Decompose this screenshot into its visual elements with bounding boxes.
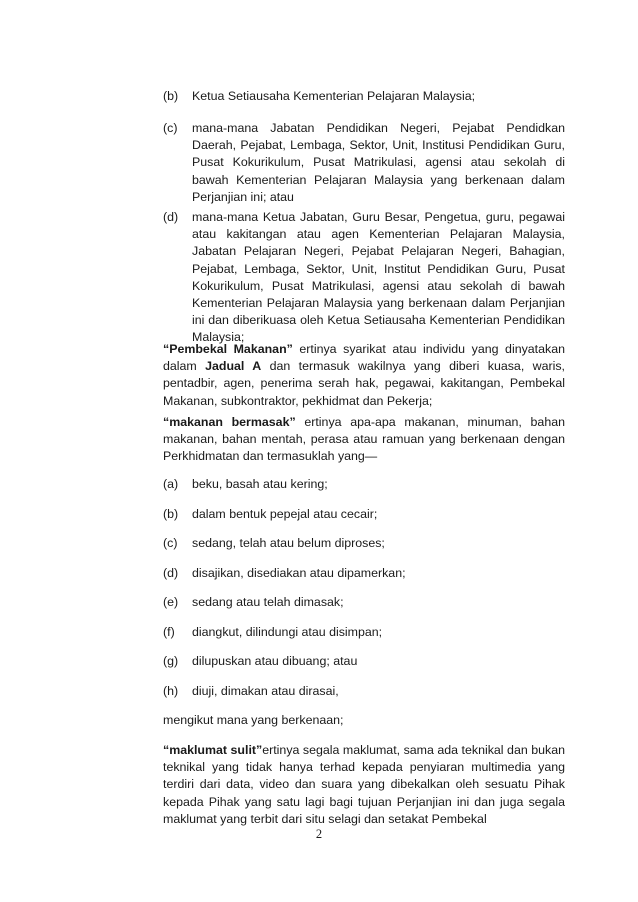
definition-text: ertinya apa-apa makanan, minuman, bahan makanan, bahan mentah, perasa atau ramuan yang berkenaan dengan Perkhidmatan dan termasuklah yang— xyxy=(163,415,565,464)
definition-maklumat-sulit xyxy=(163,742,565,828)
closing-line: mengikut mana yang berkenaan; xyxy=(163,713,344,727)
defined-term: “maklumat sulit” xyxy=(163,743,263,757)
list-item xyxy=(163,88,565,105)
item-label: (c) xyxy=(163,536,178,550)
item-text: Ketua Setiausaha Kementerian Pelajaran Malaysia; xyxy=(192,89,476,103)
list-item xyxy=(163,624,565,641)
definition-pembekal-makanan xyxy=(163,341,565,410)
list-item xyxy=(163,653,565,670)
item-text: mana-mana Ketua Jabatan, Guru Besar, Pengetua, guru, pegawai atau kakitangan atau agen Kementerian Pelajaran Malaysia, Jabatan Pelajaran Negeri, Pejabat Pelajaran Negeri, Bahagian, Pejabat, Lembaga, Sektor, Unit, Institut Pendidikan Guru, Pusat Kokurikulum, Pusat Matrikulasi, agensi atau sekolah di bawah Kementerian Pelajaran Malaysia yang berkenaan dalam Perjanjian ini dan diberikuasa oleh Ketua Setiausaha Kementerian Pendidikan Malaysia; xyxy=(192,210,565,345)
item-text: sedang, telah atau belum diproses; xyxy=(192,536,385,550)
definition-text: dan termasuk wakilnya yang diberi kuasa, waris, pentadbir, agen, penerima serah hak, pegawai, kakitangan, Pembekal Makanan, subkontraktor, pekhidmat dan Pekerja; xyxy=(163,359,565,408)
item-label: (d) xyxy=(163,210,179,224)
list-item xyxy=(163,594,565,611)
defined-term: “makanan bermasak” xyxy=(163,415,296,429)
defined-term: “Pembekal Makanan” xyxy=(163,342,293,356)
item-text: beku, basah atau kering; xyxy=(192,477,328,491)
item-label: (b) xyxy=(163,507,179,521)
item-label: (b) xyxy=(163,89,179,103)
item-label: (e) xyxy=(163,595,179,609)
item-label: (h) xyxy=(163,684,179,698)
definition-text: ertinya syarikat atau individu yang dinyatakan dalam xyxy=(163,342,565,374)
list-item xyxy=(163,683,565,700)
list-item xyxy=(163,476,565,493)
item-text: mana-mana Jabatan Pendidikan Negeri, Pejabat Pendidkan Daerah, Pejabat, Lembaga, Sektor, Unit, Institusi Pendidikan Guru, Pusat Kokurikulum, Pusat Matrikulasi, agensi atau sekolah di bawah Kementerian Pelajaran Malaysia yang berkenaan dalam Perjanjian ini; atau xyxy=(192,121,565,204)
item-text: dilupuskan atau dibuang; atau xyxy=(192,654,358,668)
list-item xyxy=(163,535,565,552)
list-item xyxy=(163,565,565,582)
list-item xyxy=(163,209,565,347)
definition-text: ertinya segala maklumat, sama ada teknikal dan bukan teknikal yang tidak hanya terhad kepada penyiaran multimedia yang terdiri dari data, video dan suara yang dibekalkan oleh sesuatu Pihak kepada Pihak yang satu lagi bagi tujuan Perjanjian ini dan juga segala maklumat yang terbit dari situ selagi dan setakat Pembekal xyxy=(163,743,565,826)
item-label: (c) xyxy=(163,121,178,135)
item-text: diangkut, dilindungi atau disimpan; xyxy=(192,625,383,639)
item-text: disajikan, disediakan atau dipamerkan; xyxy=(192,566,406,580)
definition-makanan-bermasak xyxy=(163,414,565,466)
item-text: diuji, dimakan atau dirasai, xyxy=(192,684,339,698)
item-text: sedang atau telah dimasak; xyxy=(192,595,344,609)
page-number: 2 xyxy=(315,827,323,841)
list-item xyxy=(163,506,565,523)
item-text: dalam bentuk pepejal atau cecair; xyxy=(192,507,378,521)
item-label: (g) xyxy=(163,654,179,668)
item-label: (d) xyxy=(163,566,179,580)
schedule-reference: Jadual A xyxy=(205,359,262,374)
item-label: (f) xyxy=(163,625,175,639)
list-item xyxy=(163,120,565,206)
item-label: (a) xyxy=(163,477,179,491)
